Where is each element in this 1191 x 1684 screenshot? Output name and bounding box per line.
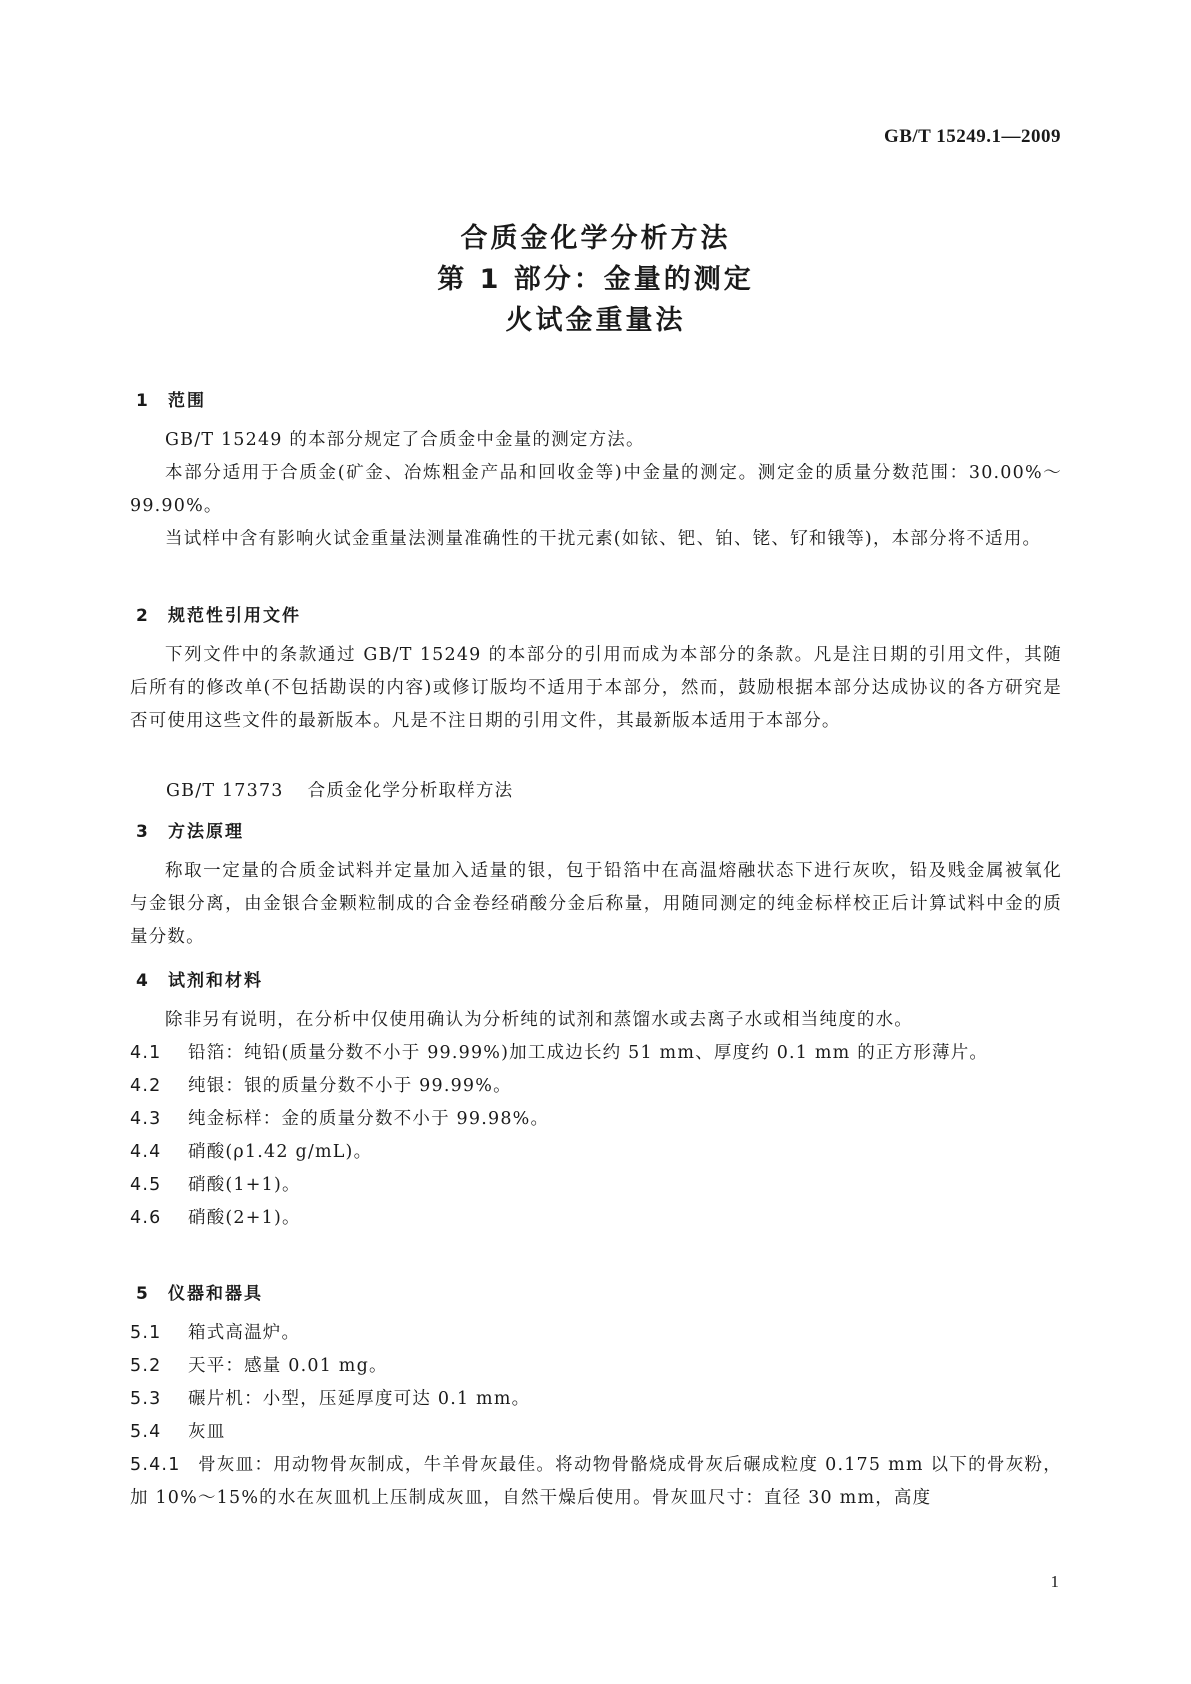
list-item	[130, 1383, 1062, 1416]
section-number: 2	[136, 606, 150, 626]
item-text: 纯金标样：金的质量分数不小于 99.98%。	[188, 1109, 550, 1129]
item-number: 5.3	[130, 1389, 162, 1409]
list-item	[130, 1136, 1062, 1169]
section-1-heading	[136, 386, 206, 411]
s4-paragraph-1: 除非另有说明，在分析中仅使用确认为分析纯的试剂和蒸馏水或去离子水或相当纯度的水。	[165, 1010, 913, 1030]
reference-code: GB/T 17373	[166, 781, 284, 801]
section-2-heading	[136, 601, 301, 626]
section-number: 3	[136, 822, 150, 842]
section-title: 试剂和材料	[168, 971, 263, 991]
list-item	[130, 1103, 1062, 1136]
section-number: 5	[136, 1284, 150, 1304]
item-text: 纯银：银的质量分数不小于 99.99%。	[188, 1076, 512, 1096]
section-title: 仪器和器具	[168, 1284, 263, 1304]
item-number: 4.2	[130, 1076, 162, 1096]
s1-paragraph-3: 当试样中含有影响火试金重量法测量准确性的干扰元素(如铱、钯、铂、铑、钌和锇等)，本部分将不适用。	[165, 529, 1042, 549]
title-line-2: 第 1 部分：金量的测定	[437, 264, 754, 295]
item-number: 5.2	[130, 1356, 162, 1376]
item-text: 天平：感量 0.01 mg。	[188, 1356, 388, 1376]
item-number: 5.1	[130, 1323, 162, 1343]
list-item	[130, 1449, 1062, 1515]
item-text: 硝酸(1+1)。	[188, 1175, 301, 1195]
section-5-heading	[136, 1279, 263, 1304]
s1-paragraph-2: 本部分适用于合质金(矿金、冶炼粗金产品和回收金等)中金量的测定。测定金的质量分数范围：30.00%～99.90%。	[130, 463, 1062, 516]
normative-reference	[166, 777, 513, 802]
list-item	[130, 1416, 1062, 1449]
title-line-3: 火试金重量法	[505, 305, 686, 336]
section-title: 范围	[168, 391, 206, 411]
page-number: 1	[1050, 1572, 1059, 1591]
reference-title: 合质金化学分析取样方法	[307, 781, 514, 801]
section-title: 方法原理	[168, 822, 244, 842]
list-item	[130, 1202, 1062, 1235]
list-item	[130, 1037, 1062, 1070]
item-number: 5.4	[130, 1422, 162, 1442]
list-item	[130, 1317, 1062, 1350]
item-text: 铅箔：纯铅(质量分数不小于 99.99%)加工成边长约 51 mm、厚度约 0.1 mm 的正方形薄片。	[188, 1043, 989, 1063]
item-text: 碾片机：小型，压延厚度可达 0.1 mm。	[188, 1389, 531, 1409]
title-line-1: 合质金化学分析方法	[460, 223, 731, 254]
item-number: 4.5	[130, 1175, 162, 1195]
section-number: 4	[136, 971, 150, 991]
item-number: 5.4.1	[130, 1455, 181, 1475]
item-number: 4.4	[130, 1142, 162, 1162]
s3-paragraph-1: 称取一定量的合质金试料并定量加入适量的银，包于铅箔中在高温熔融状态下进行灰吹，铅及贱金属被氧化与金银分离，由金银合金颗粒制成的合金卷经硝酸分金后称量，用随同测定的纯金标样校正后计算试料中金的质量分数。	[130, 861, 1062, 947]
list-item	[130, 1350, 1062, 1383]
s2-paragraph-1: 下列文件中的条款通过 GB/T 15249 的本部分的引用而成为本部分的条款。凡是注日期的引用文件，其随后所有的修改单(不包括勘误的内容)或修订版均不适用于本部分，然而，鼓励根据本部分达成协议的各方研究是否可使用这些文件的最新版本。凡是不注日期的引用文件，其最新版本适用于本部分。	[130, 645, 1062, 731]
list-item	[130, 1169, 1062, 1202]
section-4-heading	[136, 966, 263, 991]
item-number: 4.1	[130, 1043, 162, 1063]
item-text: 硝酸(2+1)。	[188, 1208, 301, 1228]
item-text: 灰皿	[188, 1422, 226, 1442]
item-text: 箱式高温炉。	[188, 1323, 301, 1343]
standard-number: GB/T 15249.1—2009	[883, 126, 1061, 147]
s1-paragraph-1: GB/T 15249 的本部分规定了合质金中金量的测定方法。	[165, 430, 645, 450]
section-number: 1	[136, 391, 150, 411]
item-text: 骨灰皿：用动物骨灰制成，牛羊骨灰最佳。将动物骨骼烧成骨灰后碾成粒度 0.175 mm 以下的骨灰粉，加 10%～15%的水在灰皿机上压制成灰皿，自然干燥后使用。骨灰皿尺寸：直径 30 mm，高度	[130, 1455, 1062, 1508]
item-number: 4.3	[130, 1109, 162, 1129]
list-item	[130, 1070, 1062, 1103]
section-title: 规范性引用文件	[168, 606, 301, 626]
item-text: 硝酸(ρ1.42 g/mL)。	[188, 1142, 373, 1162]
item-number: 4.6	[130, 1208, 162, 1228]
section-3-heading	[136, 817, 244, 842]
